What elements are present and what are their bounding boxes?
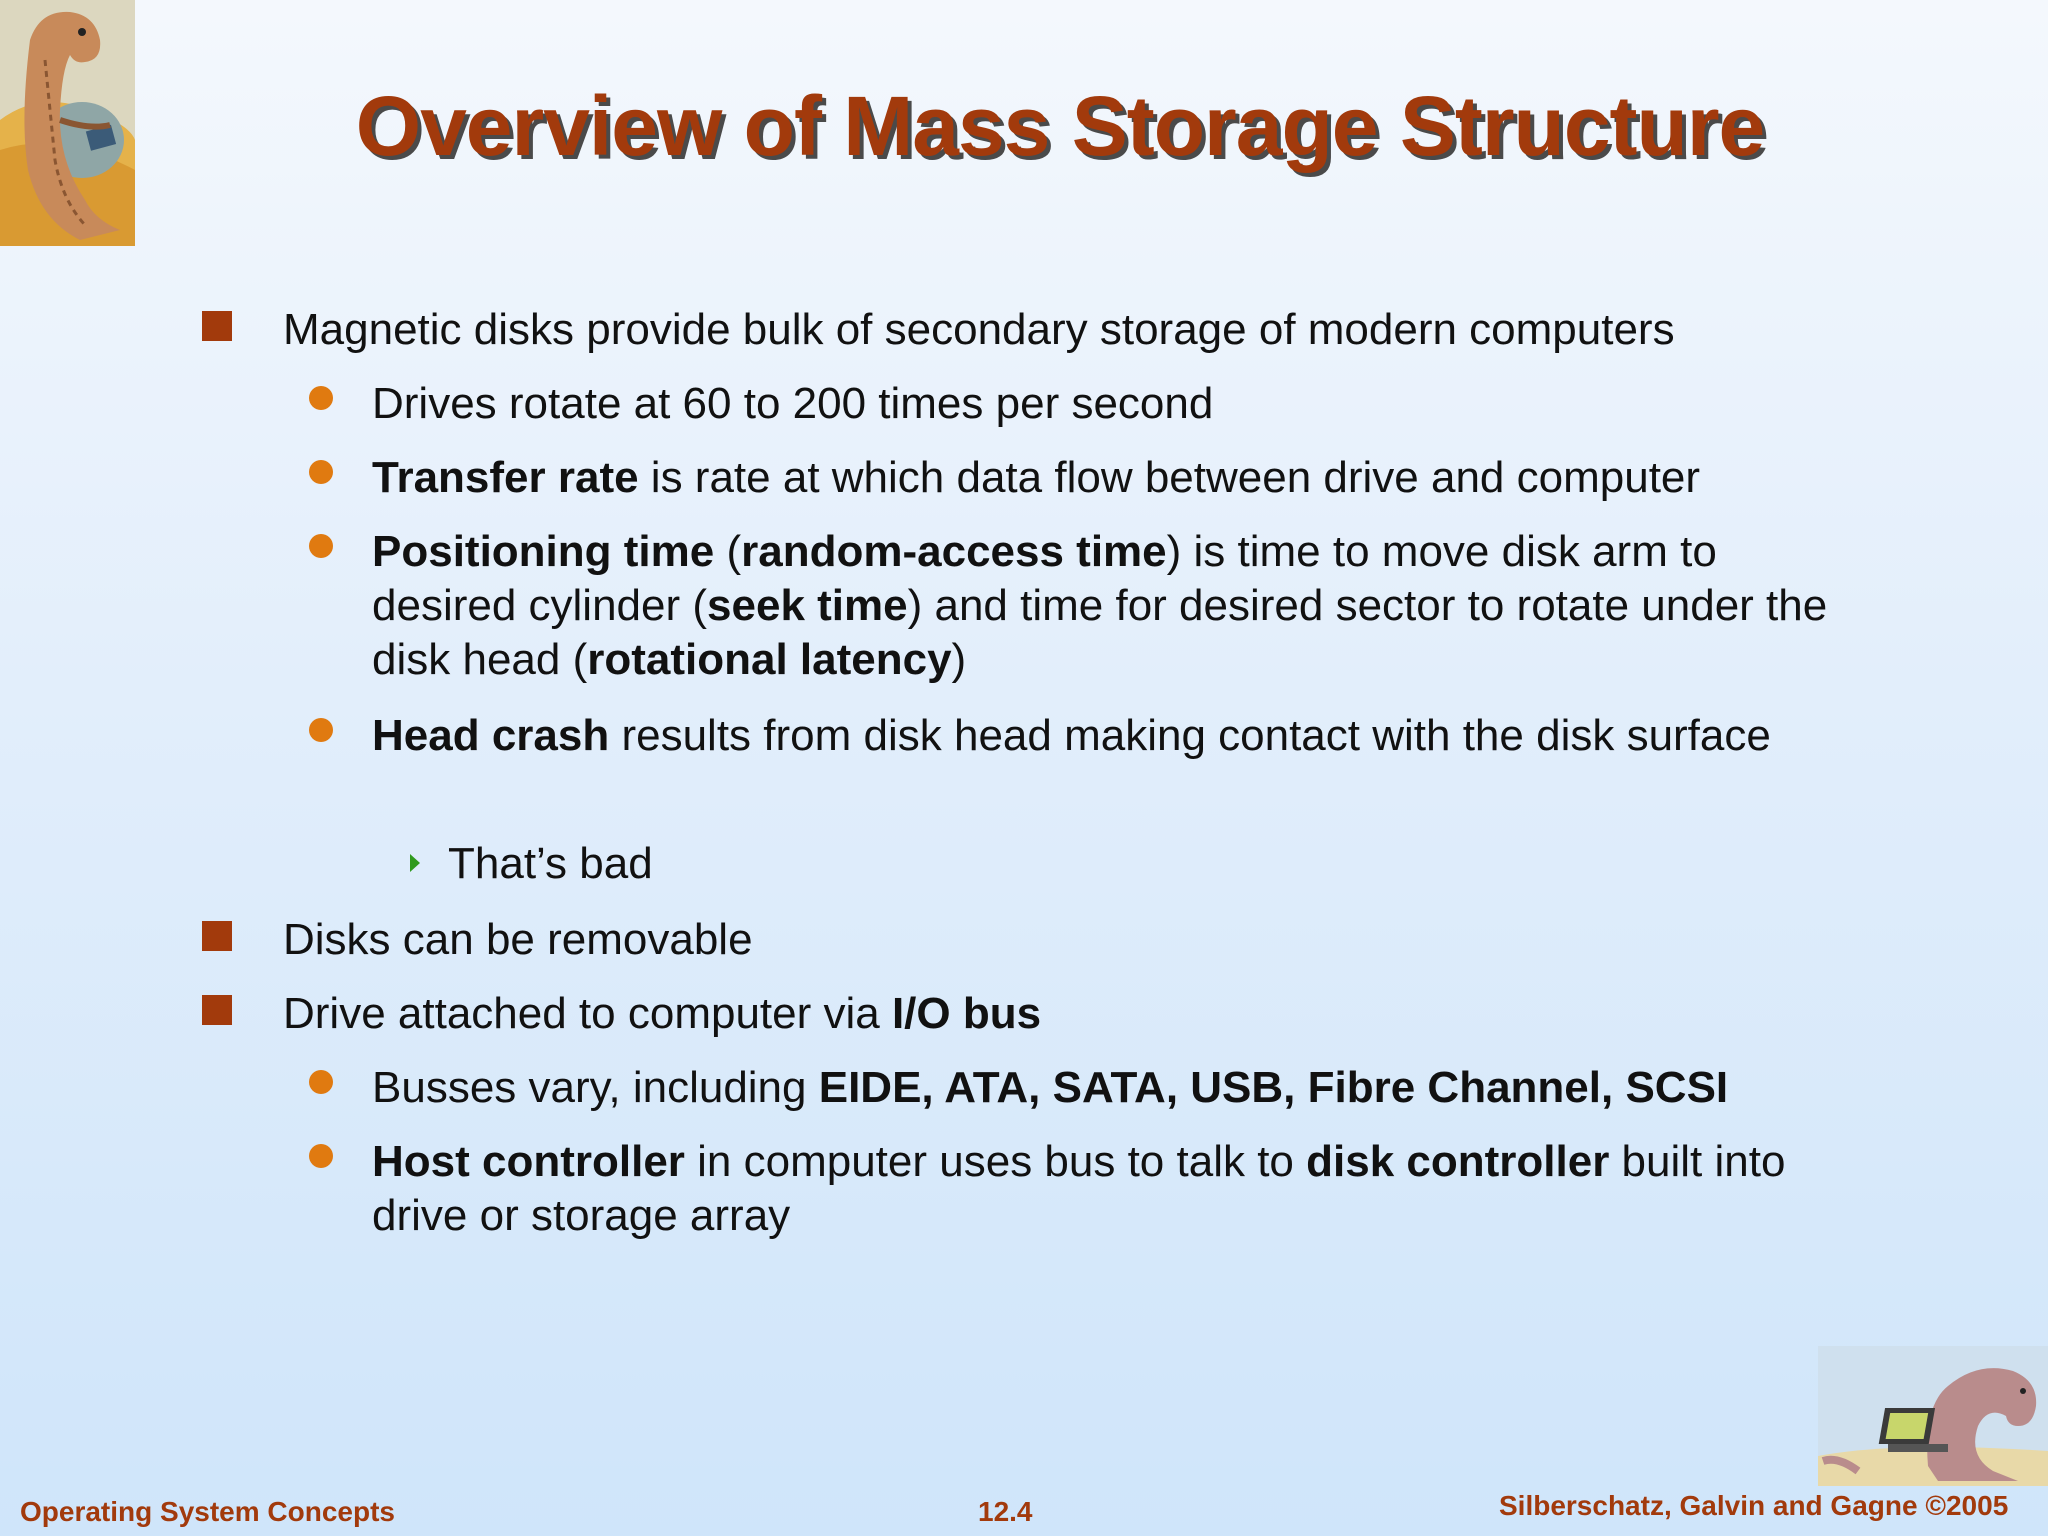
list-item-text: Drive attached to computer via [283, 989, 892, 1038]
square-bullet-icon [202, 311, 232, 341]
term-transfer-rate: Transfer rate [372, 453, 639, 502]
list-item-text: built into drive or storage array [372, 1137, 1786, 1240]
list-item [372, 1061, 1872, 1115]
list-item-text: Drives rotate at 60 to 200 times per second [372, 379, 1214, 428]
round-bullet-icon [309, 718, 333, 742]
round-bullet-icon [309, 534, 333, 558]
list-item-text: ) is time to move disk arm to desired cylinder ( [372, 527, 1717, 630]
round-bullet-icon [309, 460, 333, 484]
round-bullet-icon [309, 1144, 333, 1168]
list-item-text: results from disk head making contact with the disk surface [609, 711, 1771, 760]
list-item [283, 303, 1843, 357]
list-item [448, 837, 1748, 891]
list-item [283, 913, 1843, 967]
term-io-bus: I/O bus [891, 989, 1042, 1038]
term-bus-types: EIDE, ATA, SATA, USB, Fibre Channel, SCSI [818, 1063, 1729, 1112]
term-positioning-time: Positioning time [372, 527, 715, 576]
term-host-controller: Host controller [372, 1137, 685, 1186]
slide-title: Overview of Mass Storage Structure [355, 79, 1765, 173]
list-item-text: in computer uses bus to talk to [684, 1137, 1307, 1186]
footer-page-number: 12.4 [978, 1496, 1033, 1527]
footer-course-title: Operating System Concepts [20, 1496, 395, 1527]
term-head-crash: Head crash [372, 711, 610, 760]
term-random-access-time: random-access time [741, 527, 1167, 576]
term-disk-controller: disk controller [1306, 1137, 1610, 1186]
round-bullet-icon [309, 386, 333, 410]
list-item-text: Magnetic disks provide bulk of secondary storage of modern computers [283, 305, 1675, 354]
term-seek-time: seek time [707, 581, 908, 630]
list-item [372, 377, 1832, 431]
list-item-text: is rate at which data flow between drive and computer [638, 453, 1701, 502]
list-item [372, 525, 1832, 687]
dinosaur-laptop-illustration [1818, 1346, 2048, 1486]
list-item-text: ) and time for desired sector to rotate under the disk head ( [372, 581, 1828, 684]
list-item-text: That’s bad [448, 839, 653, 888]
list-item-text: Busses vary, including [372, 1063, 819, 1112]
square-bullet-icon [202, 995, 232, 1025]
dinosaur-reading-illustration [0, 0, 135, 246]
list-item [372, 1135, 1832, 1243]
list-item [372, 709, 1772, 763]
square-bullet-icon [202, 921, 232, 951]
footer-copyright: Silberschatz, Galvin and Gagne ©2005 [1499, 1490, 2009, 1521]
list-item-text: Disks can be removable [283, 915, 753, 964]
term-rotational-latency: rotational latency [587, 635, 952, 684]
arrow-bullet-icon [410, 854, 420, 872]
list-item-text: ) [951, 635, 967, 684]
round-bullet-icon [309, 1070, 333, 1094]
list-item [283, 987, 1843, 1041]
list-item-text: ( [714, 527, 742, 576]
list-item [372, 451, 1832, 505]
